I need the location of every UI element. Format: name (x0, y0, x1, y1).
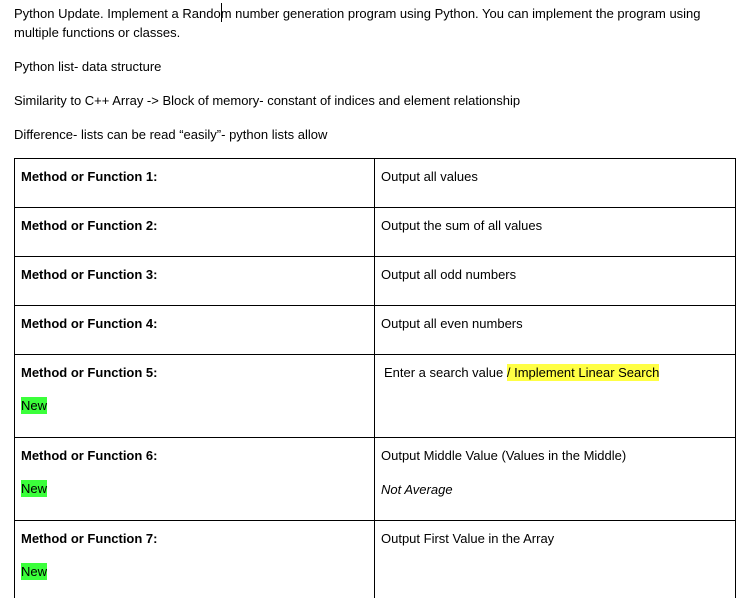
table-row (15, 159, 736, 208)
description-text: Output all even numbers (381, 316, 523, 331)
description-text: Output Middle Value (Values in the Middle) (381, 448, 627, 463)
method-label: Method or Function 5: (21, 365, 158, 380)
description-text (381, 363, 729, 383)
linear-search-highlight: / Implement Linear Search (506, 365, 660, 380)
description-text: Output the sum of all values (381, 218, 543, 233)
method-cell[interactable] (15, 208, 375, 257)
description-cell[interactable] (375, 159, 736, 208)
table-row (15, 438, 736, 521)
method-label: Method or Function 1: (21, 169, 158, 184)
table-row (15, 208, 736, 257)
description-cell[interactable] (375, 306, 736, 355)
description-cell[interactable] (375, 355, 736, 438)
method-cell[interactable] (15, 438, 375, 521)
intro-line-2: multiple functions or classes. (14, 25, 181, 40)
description-cell[interactable] (375, 208, 736, 257)
description-text: Output all odd numbers (381, 267, 517, 282)
new-badge: New (21, 481, 48, 496)
method-cell[interactable] (15, 355, 375, 438)
method-cell[interactable] (15, 159, 375, 208)
method-label: Method or Function 7: (21, 531, 158, 546)
description-cell[interactable] (375, 257, 736, 306)
method-label: Method or Function 6: (21, 448, 158, 463)
similarity-note: Similarity to C++ Array -> Block of memory- constant of indices and element relationship (14, 93, 521, 108)
intro-line-1-end: m number generation program using Python. You can implement the program using (220, 6, 701, 21)
table-row (15, 521, 736, 598)
search-description: Enter a search value (384, 365, 504, 380)
methods-table (14, 158, 736, 598)
intro-line-1 (14, 3, 701, 24)
description-text: Output First Value in the Array (381, 531, 555, 546)
table-row (15, 306, 736, 355)
description-text: Output all values (381, 169, 478, 184)
section-heading: Python list- data structure (14, 59, 162, 74)
method-label: Method or Function 3: (21, 267, 158, 282)
table-row (15, 257, 736, 306)
table-row (15, 355, 736, 438)
new-badge: New (21, 398, 48, 413)
method-cell[interactable] (15, 521, 375, 598)
method-label: Method or Function 2: (21, 218, 158, 233)
new-badge: New (21, 564, 48, 579)
difference-note: Difference- lists can be read “easily”- python lists allow (14, 127, 328, 142)
description-cell[interactable] (375, 438, 736, 521)
method-cell[interactable] (15, 257, 375, 306)
method-label: Method or Function 4: (21, 316, 158, 331)
intro-line-1-start: Python Update. Implement a Rando (14, 6, 221, 21)
description-cell[interactable] (375, 521, 736, 598)
method-cell[interactable] (15, 306, 375, 355)
not-average-note: Not Average (381, 482, 453, 497)
